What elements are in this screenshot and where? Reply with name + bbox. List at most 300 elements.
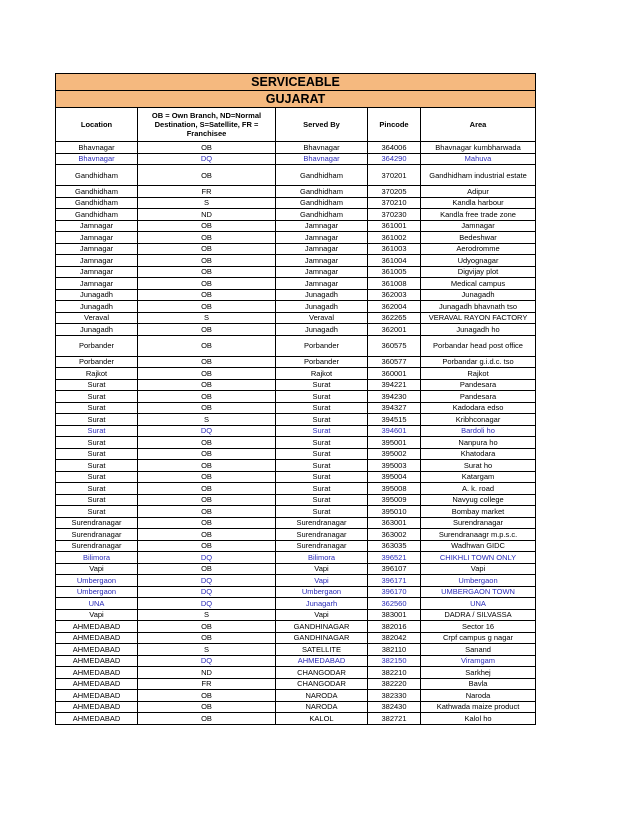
cell-type: ND [138, 209, 276, 221]
cell-served-by: NARODA [276, 690, 368, 702]
cell-location: Surat [56, 448, 138, 460]
cell-pincode: 360001 [368, 368, 421, 380]
cell-pincode: 396107 [368, 563, 421, 575]
cell-area: Kadodara edso [421, 402, 536, 414]
cell-served-by: Porbander [276, 356, 368, 368]
table-row [56, 655, 536, 667]
cell-served-by: AHMEDABAD [276, 655, 368, 667]
cell-served-by: SATELLITE [276, 644, 368, 656]
cell-area: Kathwada maize product [421, 701, 536, 713]
cell-location: Surendranagar [56, 517, 138, 529]
title-row [56, 74, 536, 91]
table-row [56, 425, 536, 437]
cell-type: DQ [138, 425, 276, 437]
cell-type: OB [138, 437, 276, 449]
table-row [56, 667, 536, 679]
cell-location: Bhavnagar [56, 153, 138, 165]
cell-type: S [138, 312, 276, 324]
table-row [56, 540, 536, 552]
cell-area: Vapi [421, 563, 536, 575]
cell-location: AHMEDABAD [56, 713, 138, 725]
cell-location: UNA [56, 598, 138, 610]
cell-area: Kribhconagar [421, 414, 536, 426]
cell-location: AHMEDABAD [56, 678, 138, 690]
table-row [56, 220, 536, 232]
cell-location: Jamnagar [56, 232, 138, 244]
table-row [56, 552, 536, 564]
cell-type: OB [138, 142, 276, 154]
cell-type: DQ [138, 598, 276, 610]
table-row [56, 186, 536, 198]
cell-area: Surendranaagr m.p.s.c. [421, 529, 536, 541]
cell-type: OB [138, 391, 276, 403]
cell-pincode: 363001 [368, 517, 421, 529]
cell-pincode: 382042 [368, 632, 421, 644]
cell-type: DQ [138, 552, 276, 564]
cell-location: Jamnagar [56, 278, 138, 290]
cell-area: Umbergaon [421, 575, 536, 587]
cell-location: Jamnagar [56, 266, 138, 278]
subtitle-row [56, 91, 536, 108]
cell-served-by: GANDHINAGAR [276, 632, 368, 644]
cell-area: Kalol ho [421, 713, 536, 725]
cell-type: ND [138, 667, 276, 679]
cell-pincode: 394327 [368, 402, 421, 414]
cell-location: Surendranagar [56, 529, 138, 541]
cell-type: OB [138, 460, 276, 472]
cell-pincode: 395002 [368, 448, 421, 460]
cell-type: FR [138, 678, 276, 690]
cell-served-by: Surat [276, 471, 368, 483]
cell-location: Surat [56, 437, 138, 449]
cell-served-by: Surat [276, 483, 368, 495]
cell-location: Surat [56, 483, 138, 495]
cell-pincode: 362001 [368, 324, 421, 336]
cell-served-by: Umbergaon [276, 586, 368, 598]
cell-area: Porbandar head post office [421, 335, 536, 356]
cell-type: OB [138, 540, 276, 552]
sheet-title: SERVICEABLE [56, 74, 536, 91]
cell-pincode: 382210 [368, 667, 421, 679]
table-row [56, 368, 536, 380]
cell-location: Gandhidham [56, 209, 138, 221]
cell-served-by: Vapi [276, 563, 368, 575]
cell-pincode: 370201 [368, 165, 421, 186]
cell-location: Umbergaon [56, 575, 138, 587]
cell-area: Bhavnagar kumbharwada [421, 142, 536, 154]
cell-pincode: 363035 [368, 540, 421, 552]
table-row [56, 678, 536, 690]
cell-area: UMBERGAON TOWN [421, 586, 536, 598]
cell-area: Bombay market [421, 506, 536, 518]
cell-served-by: Vapi [276, 609, 368, 621]
cell-pincode: 370205 [368, 186, 421, 198]
table-row [56, 266, 536, 278]
cell-served-by: Jamnagar [276, 243, 368, 255]
table-row [56, 563, 536, 575]
table-row [56, 165, 536, 186]
cell-served-by: Junagadh [276, 289, 368, 301]
cell-pincode: 395010 [368, 506, 421, 518]
cell-area: Porbandar g.i.d.c. tso [421, 356, 536, 368]
cell-location: Surat [56, 391, 138, 403]
cell-area: Surat ho [421, 460, 536, 472]
cell-area: Adipur [421, 186, 536, 198]
cell-location: Junagadh [56, 289, 138, 301]
cell-area: Pandesara [421, 391, 536, 403]
cell-served-by: Porbander [276, 335, 368, 356]
cell-pincode: 383001 [368, 609, 421, 621]
cell-type: OB [138, 278, 276, 290]
cell-type: DQ [138, 153, 276, 165]
cell-area: Junagadh [421, 289, 536, 301]
cell-served-by: CHANGODAR [276, 678, 368, 690]
cell-type: OB [138, 335, 276, 356]
cell-pincode: 395009 [368, 494, 421, 506]
table-row [56, 301, 536, 313]
cell-location: Bhavnagar [56, 142, 138, 154]
table-row [56, 460, 536, 472]
table-row [56, 621, 536, 633]
cell-type: DQ [138, 586, 276, 598]
cell-location: AHMEDABAD [56, 701, 138, 713]
cell-area: Wadhwan GIDC [421, 540, 536, 552]
cell-served-by: Junagarh [276, 598, 368, 610]
cell-area: Gandhidham industrial estate [421, 165, 536, 186]
cell-area: Bardoli ho [421, 425, 536, 437]
cell-area: Mahuva [421, 153, 536, 165]
table-row [56, 278, 536, 290]
cell-served-by: Surendranagar [276, 540, 368, 552]
cell-pincode: 360575 [368, 335, 421, 356]
cell-type: OB [138, 632, 276, 644]
cell-location: Jamnagar [56, 220, 138, 232]
header-served-by: Served By [276, 108, 368, 142]
cell-area: UNA [421, 598, 536, 610]
header-type: OB = Own Branch, ND=Normal Destination, S=Satellite, FR = Franchisee [138, 108, 276, 142]
cell-type: OB [138, 483, 276, 495]
cell-pincode: 370210 [368, 197, 421, 209]
cell-type: OB [138, 243, 276, 255]
cell-location: Surat [56, 425, 138, 437]
table-row [56, 506, 536, 518]
cell-location: Vapi [56, 563, 138, 575]
cell-type: OB [138, 402, 276, 414]
cell-pincode: 361008 [368, 278, 421, 290]
cell-served-by: Junagadh [276, 301, 368, 313]
cell-area: Bavla [421, 678, 536, 690]
cell-pincode: 394230 [368, 391, 421, 403]
cell-served-by: KALOL [276, 713, 368, 725]
cell-pincode: 394601 [368, 425, 421, 437]
cell-type: OB [138, 266, 276, 278]
cell-location: AHMEDABAD [56, 621, 138, 633]
cell-area: Junagadh ho [421, 324, 536, 336]
cell-area: Sector 16 [421, 621, 536, 633]
cell-location: Junagadh [56, 301, 138, 313]
cell-type: OB [138, 506, 276, 518]
cell-area: Udyognagar [421, 255, 536, 267]
cell-served-by: Surat [276, 379, 368, 391]
table-row [56, 289, 536, 301]
cell-pincode: 361003 [368, 243, 421, 255]
cell-type: OB [138, 517, 276, 529]
table-row [56, 243, 536, 255]
cell-pincode: 382016 [368, 621, 421, 633]
cell-type: S [138, 414, 276, 426]
cell-area: DADRA / SILVASSA [421, 609, 536, 621]
cell-served-by: NARODA [276, 701, 368, 713]
cell-area: Jamnagar [421, 220, 536, 232]
cell-location: AHMEDABAD [56, 632, 138, 644]
cell-area: Rajkot [421, 368, 536, 380]
cell-pincode: 362003 [368, 289, 421, 301]
cell-served-by: Surat [276, 448, 368, 460]
cell-area: Kandla harbour [421, 197, 536, 209]
cell-pincode: 361004 [368, 255, 421, 267]
cell-pincode: 395004 [368, 471, 421, 483]
cell-area: Kandla free trade zone [421, 209, 536, 221]
cell-pincode: 394515 [368, 414, 421, 426]
cell-location: Surat [56, 471, 138, 483]
cell-location: Surat [56, 460, 138, 472]
table-row [56, 517, 536, 529]
cell-pincode: 396171 [368, 575, 421, 587]
table-row [56, 312, 536, 324]
cell-type: S [138, 609, 276, 621]
cell-served-by: Surat [276, 494, 368, 506]
cell-area: Medical campus [421, 278, 536, 290]
sheet-subtitle: GUJARAT [56, 91, 536, 108]
cell-served-by: Bhavnagar [276, 142, 368, 154]
cell-pincode: 362560 [368, 598, 421, 610]
table-row [56, 471, 536, 483]
cell-served-by: Bilimora [276, 552, 368, 564]
table-row [56, 232, 536, 244]
cell-type: FR [138, 186, 276, 198]
cell-pincode: 382430 [368, 701, 421, 713]
cell-served-by: Surat [276, 460, 368, 472]
cell-location: Gandhidham [56, 186, 138, 198]
cell-served-by: Gandhidham [276, 209, 368, 221]
cell-type: OB [138, 368, 276, 380]
cell-served-by: Jamnagar [276, 266, 368, 278]
table-row [56, 644, 536, 656]
table-row [56, 209, 536, 221]
cell-type: S [138, 197, 276, 209]
cell-location: Surat [56, 506, 138, 518]
cell-type: OB [138, 563, 276, 575]
cell-served-by: Surat [276, 437, 368, 449]
cell-location: Porbander [56, 335, 138, 356]
table-row [56, 142, 536, 154]
cell-location: Umbergaon [56, 586, 138, 598]
cell-location: Rajkot [56, 368, 138, 380]
cell-pincode: 394221 [368, 379, 421, 391]
cell-pincode: 363002 [368, 529, 421, 541]
cell-location: Surat [56, 414, 138, 426]
cell-location: Junagadh [56, 324, 138, 336]
table-row [56, 586, 536, 598]
cell-area: Nanpura ho [421, 437, 536, 449]
cell-served-by: Surat [276, 414, 368, 426]
cell-type: OB [138, 448, 276, 460]
cell-area: A. k. road [421, 483, 536, 495]
cell-location: Vapi [56, 609, 138, 621]
cell-pincode: 361002 [368, 232, 421, 244]
cell-area: Sarkhej [421, 667, 536, 679]
cell-pincode: 382220 [368, 678, 421, 690]
cell-pincode: 382721 [368, 713, 421, 725]
cell-location: Surat [56, 379, 138, 391]
table-row [56, 197, 536, 209]
table-row [56, 575, 536, 587]
header-location: Location [56, 108, 138, 142]
table-row [56, 324, 536, 336]
header-pincode: Pincode [368, 108, 421, 142]
cell-area: Junagadh bhavnath tso [421, 301, 536, 313]
cell-location: Gandhidham [56, 197, 138, 209]
cell-location: Bilimora [56, 552, 138, 564]
table-row [56, 483, 536, 495]
cell-area: Crpf campus g nagar [421, 632, 536, 644]
cell-location: Veraval [56, 312, 138, 324]
cell-type: OB [138, 471, 276, 483]
cell-served-by: Surat [276, 425, 368, 437]
cell-served-by: Gandhidham [276, 197, 368, 209]
cell-type: DQ [138, 655, 276, 667]
cell-type: OB [138, 701, 276, 713]
table-row [56, 402, 536, 414]
table-row [56, 690, 536, 702]
cell-type: OB [138, 301, 276, 313]
cell-served-by: Jamnagar [276, 220, 368, 232]
table-row [56, 713, 536, 725]
table-row [56, 529, 536, 541]
cell-served-by: Vapi [276, 575, 368, 587]
cell-served-by: Bhavnagar [276, 153, 368, 165]
table-row [56, 153, 536, 165]
cell-type: OB [138, 289, 276, 301]
cell-location: AHMEDABAD [56, 690, 138, 702]
cell-location: AHMEDABAD [56, 655, 138, 667]
table-row [56, 598, 536, 610]
cell-pincode: 364290 [368, 153, 421, 165]
cell-pincode: 361005 [368, 266, 421, 278]
cell-pincode: 382330 [368, 690, 421, 702]
cell-served-by: Surendranagar [276, 529, 368, 541]
cell-pincode: 382110 [368, 644, 421, 656]
cell-served-by: Jamnagar [276, 232, 368, 244]
cell-area: Bedeshwar [421, 232, 536, 244]
cell-location: Gandhidham [56, 165, 138, 186]
cell-type: OB [138, 165, 276, 186]
cell-area: Viramgam [421, 655, 536, 667]
cell-location: Surendranagar [56, 540, 138, 552]
table-row [56, 379, 536, 391]
cell-area: Sanand [421, 644, 536, 656]
cell-served-by: Surat [276, 402, 368, 414]
cell-type: OB [138, 529, 276, 541]
cell-area: VERAVAL RAYON FACTORY [421, 312, 536, 324]
table-row [56, 356, 536, 368]
cell-type: S [138, 644, 276, 656]
cell-served-by: Surat [276, 391, 368, 403]
table-row [56, 448, 536, 460]
table-row [56, 494, 536, 506]
cell-location: Porbander [56, 356, 138, 368]
cell-area: Pandesara [421, 379, 536, 391]
cell-location: AHMEDABAD [56, 644, 138, 656]
cell-served-by: GANDHINAGAR [276, 621, 368, 633]
cell-area: Digvijay plot [421, 266, 536, 278]
cell-pincode: 382150 [368, 655, 421, 667]
cell-type: OB [138, 379, 276, 391]
cell-pincode: 370230 [368, 209, 421, 221]
cell-pincode: 361001 [368, 220, 421, 232]
cell-location: AHMEDABAD [56, 667, 138, 679]
cell-served-by: Gandhidham [276, 186, 368, 198]
cell-type: OB [138, 255, 276, 267]
cell-pincode: 364006 [368, 142, 421, 154]
table-row [56, 414, 536, 426]
cell-pincode: 362004 [368, 301, 421, 313]
table-row [56, 335, 536, 356]
cell-area: Navyug college [421, 494, 536, 506]
cell-location: Jamnagar [56, 243, 138, 255]
table-row [56, 701, 536, 713]
cell-area: Aerodromme [421, 243, 536, 255]
cell-area: Surendranagar [421, 517, 536, 529]
cell-location: Surat [56, 494, 138, 506]
cell-pincode: 395008 [368, 483, 421, 495]
cell-served-by: Veraval [276, 312, 368, 324]
cell-pincode: 396521 [368, 552, 421, 564]
cell-area: Katargam [421, 471, 536, 483]
table-row [56, 391, 536, 403]
cell-type: OB [138, 324, 276, 336]
cell-served-by: Junagadh [276, 324, 368, 336]
cell-area: CHIKHLI TOWN ONLY [421, 552, 536, 564]
table-row [56, 437, 536, 449]
cell-served-by: CHANGODAR [276, 667, 368, 679]
cell-type: OB [138, 713, 276, 725]
cell-served-by: Jamnagar [276, 255, 368, 267]
cell-type: DQ [138, 575, 276, 587]
cell-pincode: 395001 [368, 437, 421, 449]
cell-area: Khatodara [421, 448, 536, 460]
cell-type: OB [138, 494, 276, 506]
cell-type: OB [138, 232, 276, 244]
header-row [56, 108, 536, 142]
cell-pincode: 395003 [368, 460, 421, 472]
cell-type: OB [138, 690, 276, 702]
cell-served-by: Rajkot [276, 368, 368, 380]
header-area: Area [421, 108, 536, 142]
cell-served-by: Jamnagar [276, 278, 368, 290]
cell-type: OB [138, 356, 276, 368]
table-row [56, 632, 536, 644]
cell-pincode: 362265 [368, 312, 421, 324]
cell-area: Naroda [421, 690, 536, 702]
cell-location: Jamnagar [56, 255, 138, 267]
cell-served-by: Gandhidham [276, 165, 368, 186]
cell-pincode: 360577 [368, 356, 421, 368]
cell-type: OB [138, 621, 276, 633]
cell-served-by: Surat [276, 506, 368, 518]
cell-location: Surat [56, 402, 138, 414]
table-row [56, 609, 536, 621]
